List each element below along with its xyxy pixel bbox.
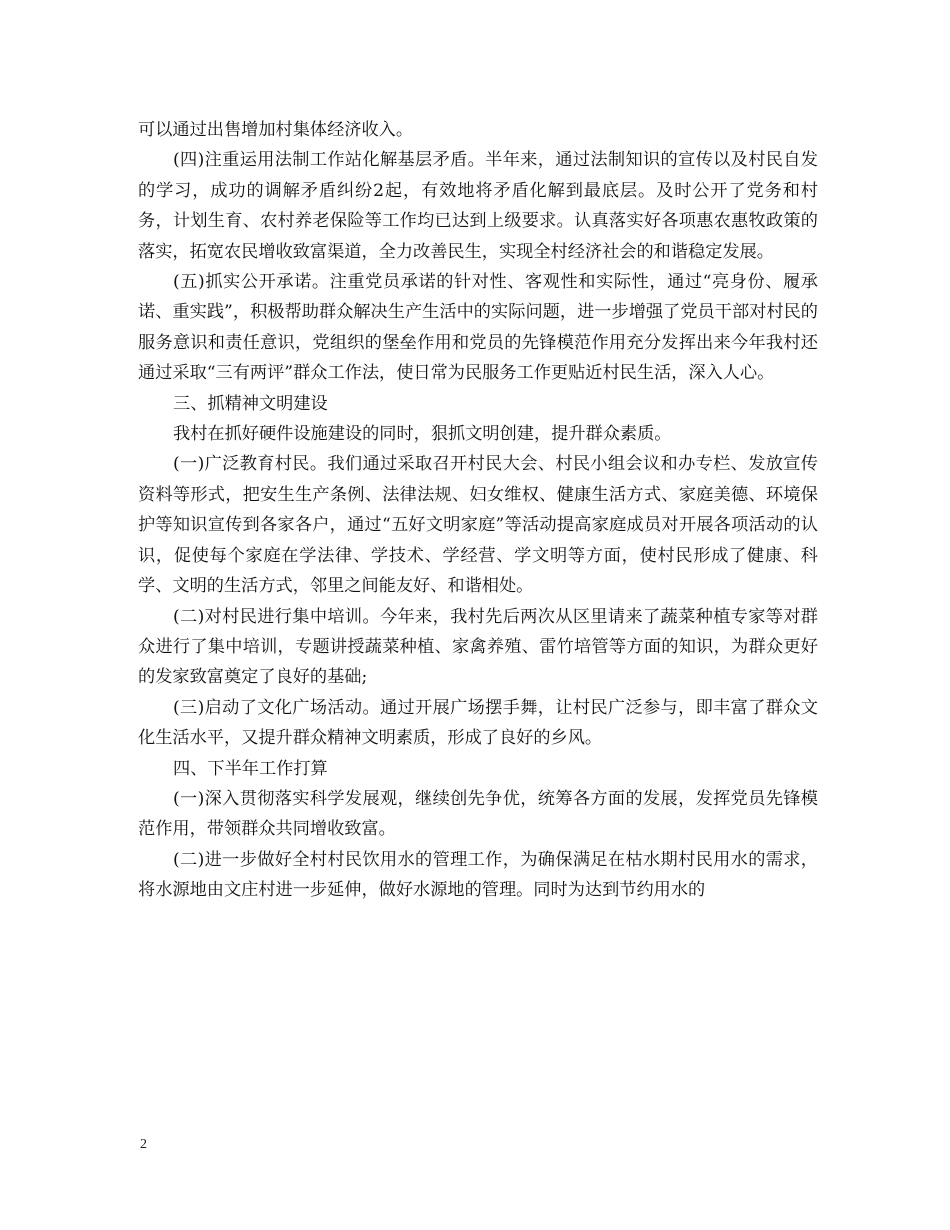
section-heading-4: 四、下半年工作打算 [173,758,328,779]
document-body [138,115,818,906]
paragraph-11: (二)进一步做好全村村民饮用水的管理工作，为确保满足在枯水期村民用水的需求，将水源地由文庄村进一步延伸，做好水源地的管理。同时为达到节约用水的 [138,849,818,901]
paragraph-2: (四)注重运用法制工作站化解基层矛盾。半年来，通过法制知识的宣传以及村民自发的学习，成功的调解矛盾纠纷2起，有效地将矛盾化解到最底层。及时公开了党务和村务，计划生育、农村养老保险等工作均已达到上级要求。认真落实好各项惠农惠牧政策的落实，拓宽农民增收致富渠道，全力改善民生，实现全村经济社会的和谐稳定发展。 [138,150,818,262]
paragraph-7: (二)对村民进行集中培训。今年来，我村先后两次从区里请来了蔬菜种植专家等对群众进行了集中培训，专题讲授蔬菜种植、家禽养殖、雷竹培管等方面的知识，为群众更好的发家致富奠定了良好的基础; [138,606,818,688]
paragraph-8: (三)启动了文化广场活动。通过开展广场摆手舞，让村民广泛参与，即丰富了群众文化生活水平，又提升群众精神文明素质，形成了良好的乡风。 [138,697,818,749]
page-number: 2 [140,1137,147,1152]
paragraph-6: (一)广泛教育村民。我们通过采取召开村民大会、村民小组会议和办专栏、发放宣传资料等形式，把安生生产条例、法律法规、妇女维权、健康生活方式、家庭美德、环境保护等知识宣传到各家各户，通过“五好文明家庭”等活动提高家庭成员对开展各项活动的认识，促使每个家庭在学法律、学技术、学经营、学文明等方面，使村民形成了健康、科学、文明的生活方式，邻里之间能友好、和谐相处。 [138,454,818,597]
section-heading-3: 三、抓精神文明建设 [173,393,328,414]
paragraph-1: 可以通过出售增加村集体经济收入。 [138,120,414,140]
paragraph-5: 我村在抓好硬件设施建设的同时，狠抓文明创建，提升群众素质。 [173,424,672,445]
paragraph-3: (五)抓实公开承诺。注重党员承诺的针对性、客观性和实际性，通过“亮身份、履承诺、重实践”，积极帮助群众解决生产生活中的实际问题，进一步增强了党员干部对村民的服务意识和责任意识，党组织的堡垒作用和党员的先锋模范作用充分发挥出来今年我村还通过采取“三有两评”群众工作法，使日常为民服务工作更贴近村民生活，深入人心。 [138,272,818,384]
paragraph-10: (一)深入贯彻落实科学发展观，继续创先争优，统筹各方面的发展，发挥党员先锋模范作用，带领群众共同增收致富。 [138,788,818,840]
